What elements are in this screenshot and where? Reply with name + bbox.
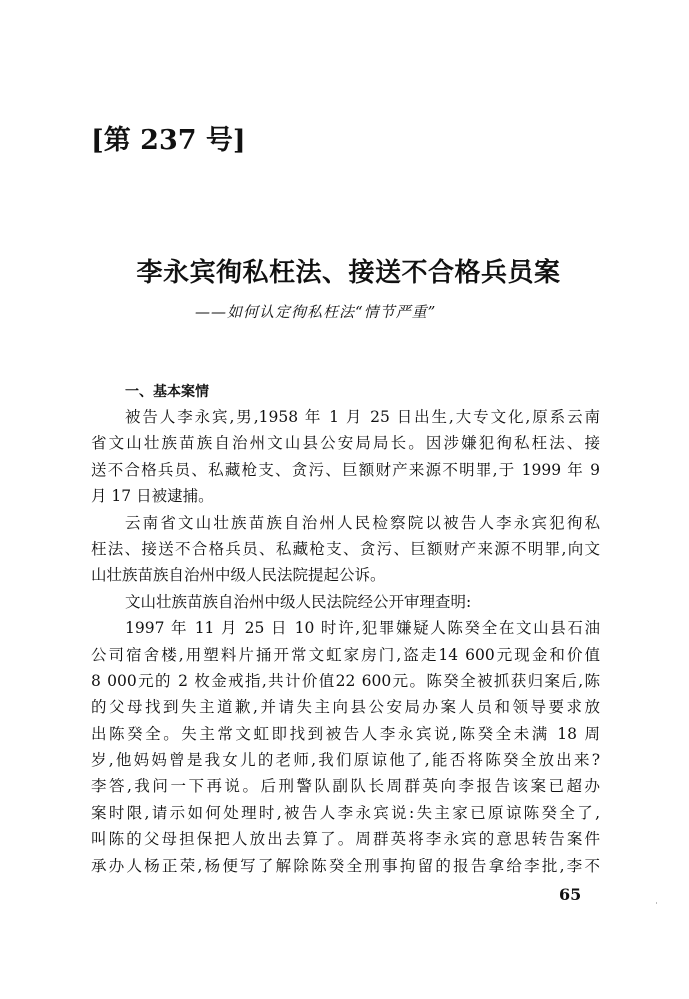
body-line: 岁,他妈妈曾是我女儿的老师,我们原谅他了,能否将陈癸全放出来? [91,751,600,770]
body-text [91,404,600,879]
body-line: 叫陈的父母担保把人放出去算了。周群英将李永宾的意思转告案件 [91,830,600,849]
page-number: 65 [559,885,582,904]
section-heading: 一、基本案情 [125,384,209,400]
body-line: 李答,我问一下再说。后刑警队副队长周群英向李报告该案已超办 [91,777,600,796]
body-line: 1997 年 11 月 25 日 10 时许,犯罪嫌疑人陈癸全在文山县石油 [125,619,600,638]
body-line: 出陈癸全。失主常文虹即找到被告人李永宾说,陈癸全未满 18 周 [91,724,600,743]
body-line: 山壮族苗族自治州中级人民法院提起公诉。 [91,566,386,585]
body-line: 案时限,请示如何处理时,被告人李永宾说:失主家已原谅陈癸全了, [91,803,600,822]
body-line: 枉法、接送不合格兵员、私藏枪支、贪污、巨额财产来源不明罪,向文 [91,539,600,558]
body-line: 承办人杨正荣,杨便写了解除陈癸全刑事拘留的报告拿给李批,李不 [91,856,600,875]
body-line: 省文山壮族苗族自治州文山县公安局局长。因涉嫌犯徇私枉法、接 [91,434,600,453]
case-number: [第 237 号] [91,125,246,156]
body-line: 的父母找到失主道歉,并请失主向县公安局办案人员和领导要求放 [91,698,600,717]
body-line: 送不合格兵员、私藏枪支、贪污、巨额财产来源不明罪,于 1999 年 9 [91,460,600,479]
body-line: 文山壮族苗族自治州中级人民法院经公开审理查明: [125,592,472,611]
body-line: 8 000元的 2 枚金戒指,共计价值22 600元。陈癸全被抓获归案后,陈 [91,671,600,690]
body-line: 公司宿舍楼,用塑料片捅开常文虹家房门,盗走14 600元现金和价值 [91,645,600,664]
body-line: 云南省文山壮族苗族自治州人民检察院以被告人李永宾犯徇私 [125,513,600,532]
case-title: 李永宾徇私枉法、接送不合格兵员案 [136,258,561,288]
body-line: 月 17 日被逮捕。 [91,487,214,506]
scan-speck [656,902,657,904]
body-line: 被告人李永宾,男,1958 年 1 月 25 日出生,大专文化,原系云南 [125,408,600,426]
case-subtitle: ——如何认定徇私枉法“情节严重” [195,303,437,321]
